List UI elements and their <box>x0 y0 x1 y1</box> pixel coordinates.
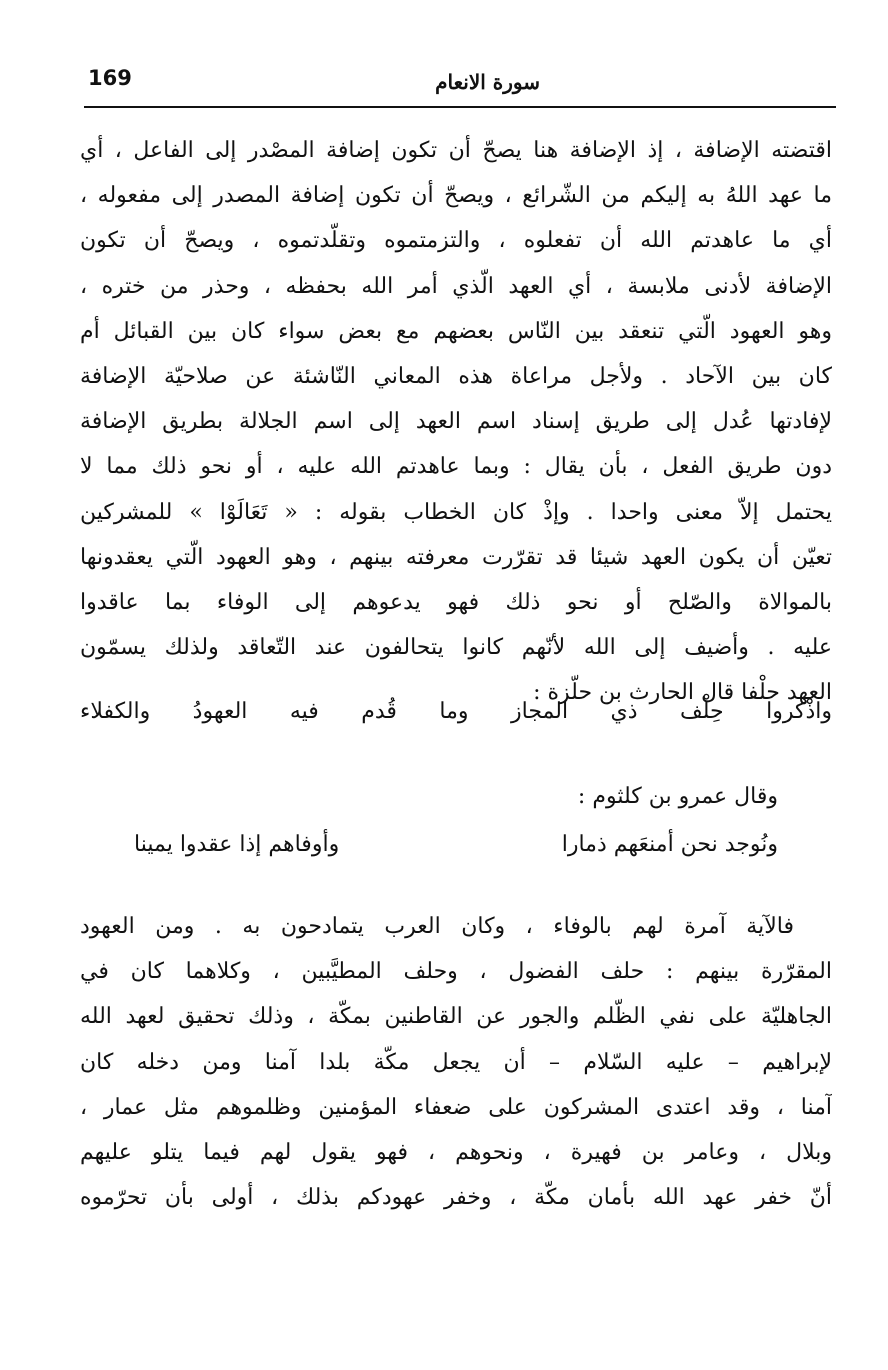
text-line: عليه . وأضيف إلى الله لأنّهم كانوا يتحالفون عند التّعاقد ولذلك يسمّون <box>80 635 832 661</box>
poetry-verse-2-second-hemistich: وأوفاهم إذا عقدوا يمينا <box>134 832 340 857</box>
text-line: لإفادتها عُدل إلى طريق إسناد اسم العهد إلى اسم الجلالة بطريق الإضافة <box>80 409 832 435</box>
text-line: اقتضته الإضافة ، إذ الإضافة هنا يصحّ أن تكون إضافة المصْدر إلى الفاعل ، أي <box>80 138 832 163</box>
text-line: فالآية آمرة لهم بالوفاء ، وكان العرب يتمادحون به . ومن العهود <box>80 914 794 939</box>
text-line: أي ما عاهدتم الله أن تفعلوه ، والتزمتموه وتقلّدتموه ، ويصحّ أن تكون <box>80 228 832 254</box>
text-line: دون طريق الفعل ، بأن يقال : وبما عاهدتم الله عليه ، أو نحو ذلك مما لا <box>80 454 832 480</box>
text-line: لإبراهيم – عليه السّلام – أن يجعل مكّة بلدا آمنا ومن دخله كان <box>80 1049 832 1075</box>
text-line: وهو العهود الّتي تنعقد بين النّاس بعضهم مع بعض سواء كان بين القبائل أم <box>80 318 832 344</box>
page-number: 169 <box>88 66 132 90</box>
poetry-verse-1: واذْكروا حِلْف ذي المجاز وما قُدم فيه العهودُ والكفلاء <box>80 699 832 724</box>
text-line: وبلال ، وعامر بن فهيرة ، ونحوهم ، فهو يقول لهم فيما يتلو عليهم <box>80 1139 832 1165</box>
text-line: ما عهد اللهُ به إليكم من الشّرائع ، ويصحّ أن تكون إضافة المصدر إلى مفعوله ، <box>80 183 832 209</box>
text-line: بالموالاة والصّلح أو نحو ذلك فهو يدعوهم إلى الوفاء بما عاقدوا <box>80 589 832 615</box>
text-line: يحتمل إلاّ معنى واحدا . وإذْ كان الخطاب بقوله : « تَعَالَوْا » للمشركين <box>80 499 832 525</box>
text-line: العهد حلْفا قال الحارث بن حلّزة : <box>533 680 832 706</box>
paragraph-2 <box>80 904 832 1220</box>
text-line: الإضافة لأدنى ملابسة ، أي العهد الّذي أمر الله بحفظه ، وحذر من ختره ، <box>80 273 832 299</box>
header-rule <box>84 106 836 108</box>
surah-title: سورة الانعام <box>435 70 540 94</box>
text-line: الجاهليّة على نفي الظّلم والجور عن القاطنين بمكّة ، وذلك تحقيق لعهد الله <box>80 1004 832 1030</box>
text-line: آمنا ، وقد اعتدى المشركون على ضعفاء المؤمنين وظلموهم مثل عمار ، <box>80 1094 832 1120</box>
paragraph-1 <box>80 128 832 715</box>
verse-introduction: وقال عمرو بن كلثوم : <box>577 784 778 809</box>
poetry-verse-2-first-hemistich: ونُوجد نحن أمنعَهم ذمارا <box>561 832 778 857</box>
text-line: المقرّرة بينهم : حلف الفضول ، وحلف المطيَّبين ، وكلاهما كان في <box>80 959 832 985</box>
text-line: أنّ خفر عهد الله بأمان مكّة ، وخفر عهودكم بذلك ، أولى بأن تحرّموه <box>80 1185 832 1211</box>
text-line: تعيّن أن يكون العهد شيئا قد تقرّرت معرفته بينهم ، وهو العهود الّتي يعقدونها <box>80 544 832 570</box>
text-line: كان بين الآحاد . ولأجل مراعاة هذه المعاني النّاشئة عن صلاحيّة الإضافة <box>80 363 832 389</box>
page-header <box>84 62 836 110</box>
